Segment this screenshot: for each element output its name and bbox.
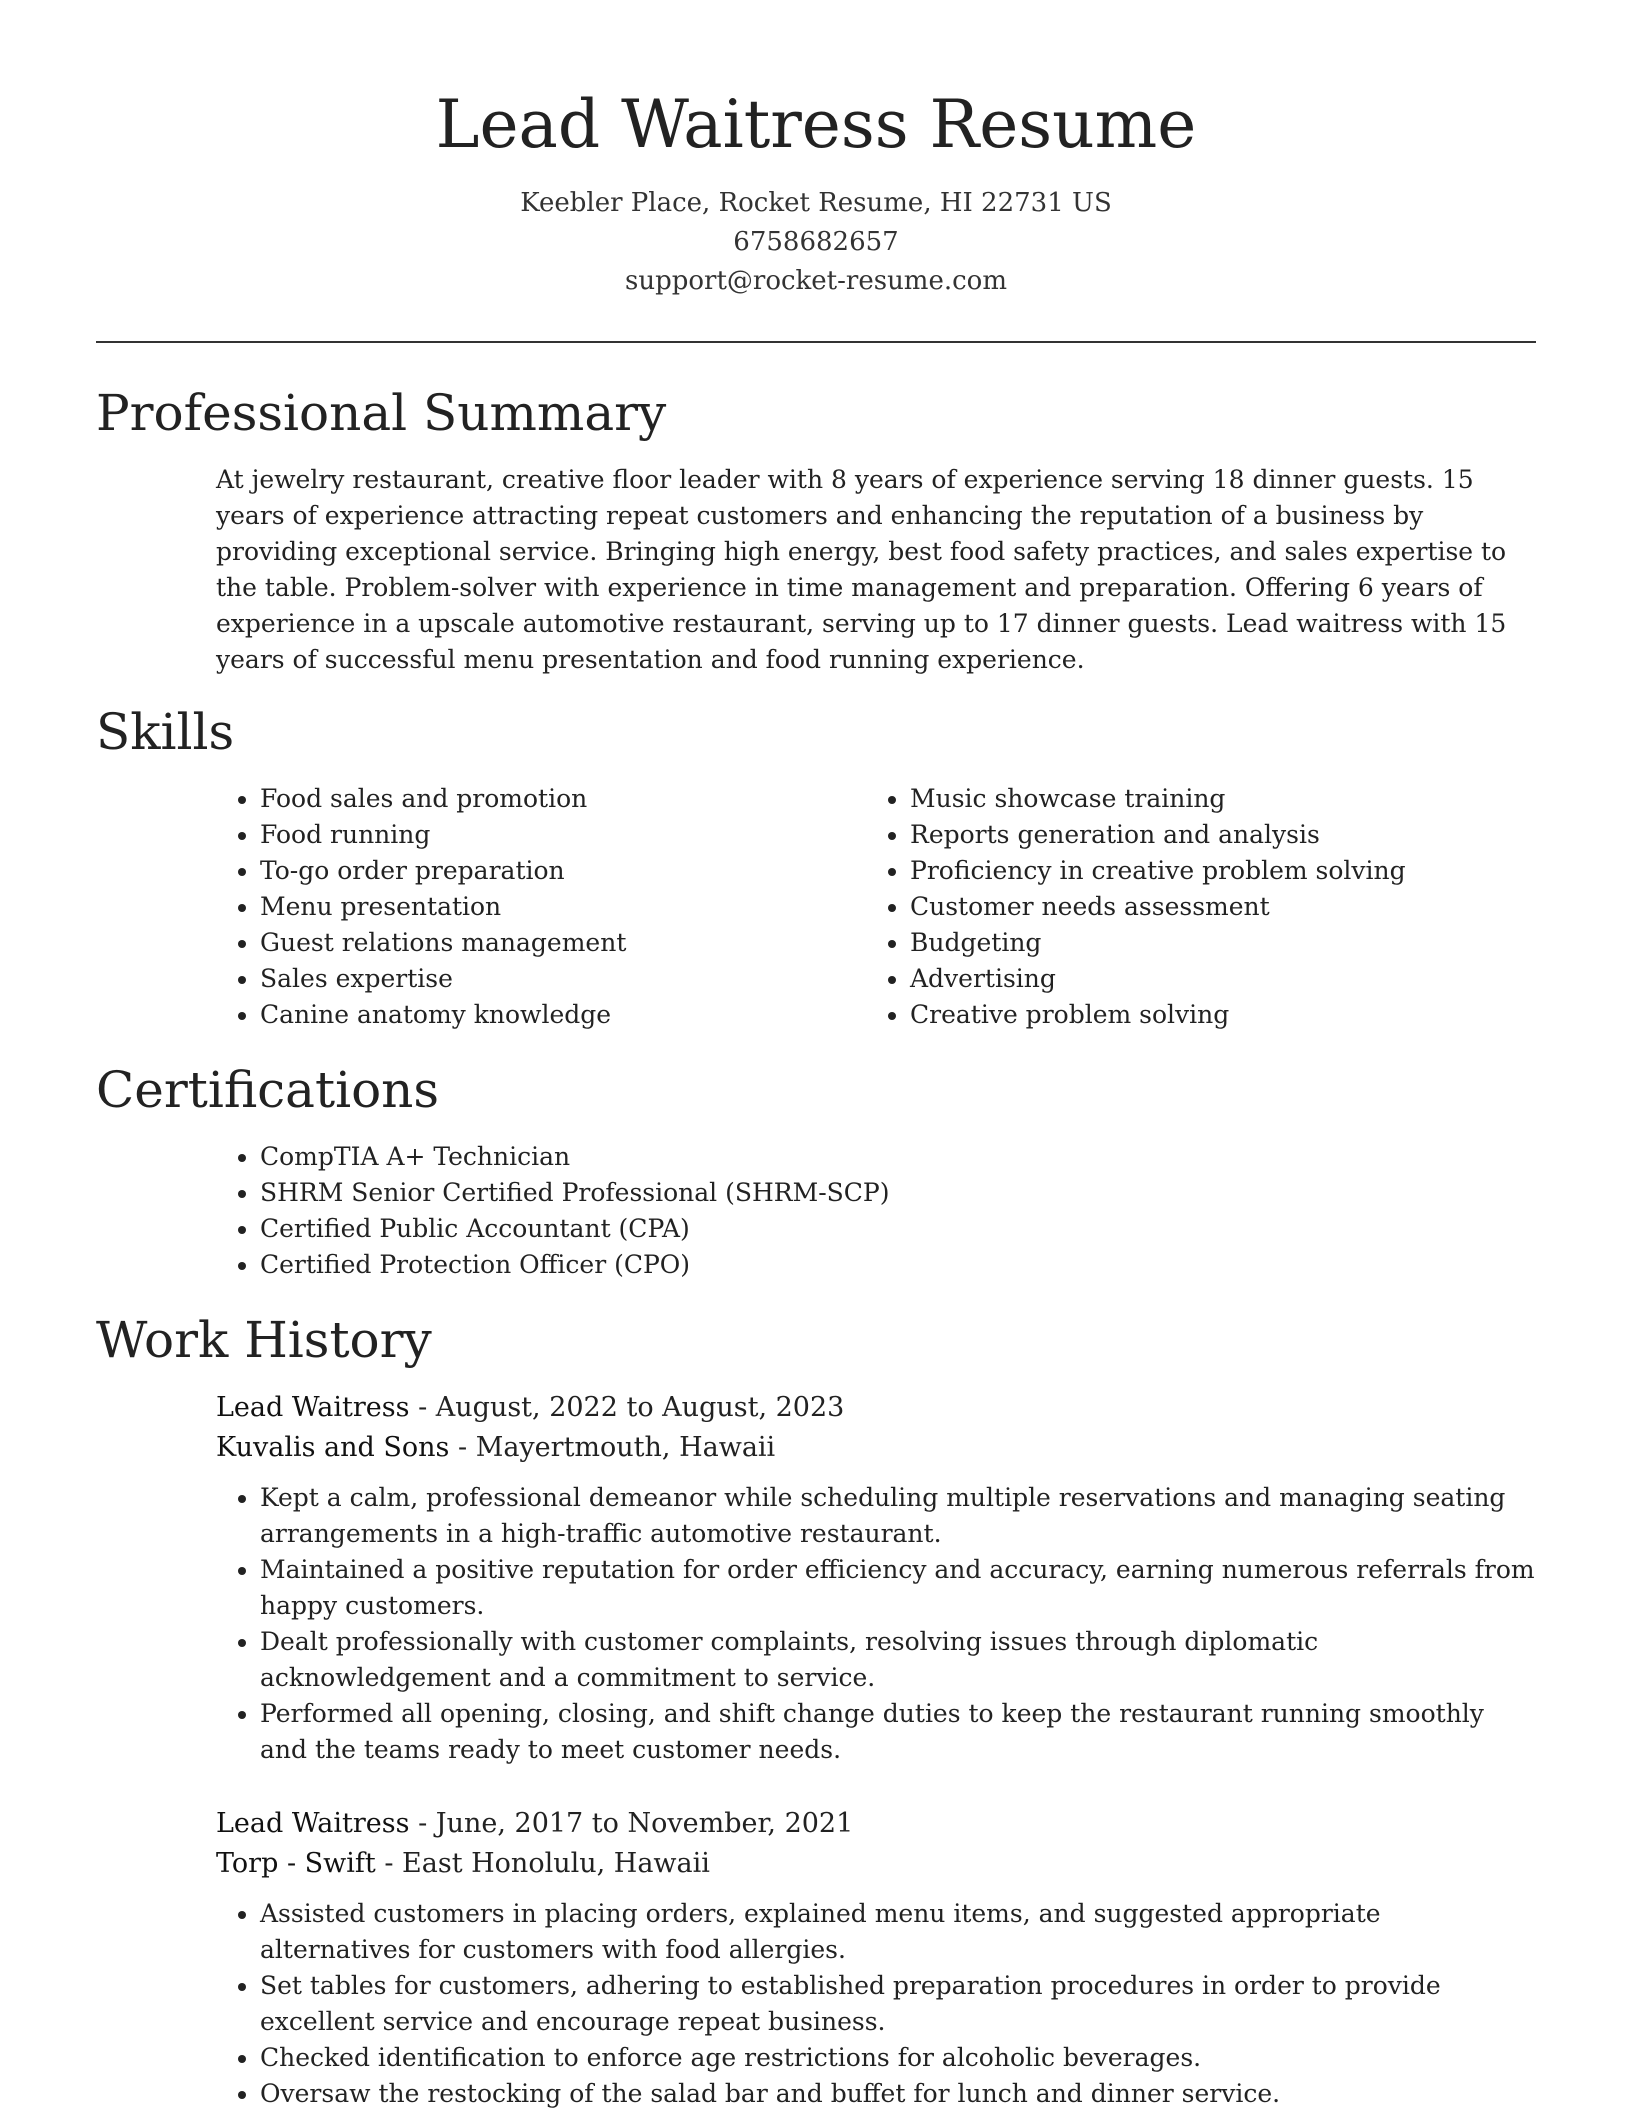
skills-list-right — [866, 781, 1486, 1033]
job-duty-item: • Dealt professionally with customer complaints, resolving issues through diplomatic acknowledgement and a commitment to service. — [260, 1624, 1536, 1696]
skill-item: • Food sales and promotion — [260, 781, 836, 817]
skills-column-left — [216, 781, 836, 1033]
skill-item: • Music showcase training — [910, 781, 1486, 817]
job-title-line — [216, 1388, 1536, 1428]
skill-item: • Menu presentation — [260, 889, 836, 925]
job-duty-item: • Oversaw the restocking of the salad bar and buffet for lunch and dinner service. — [260, 2076, 1536, 2112]
contact-email: support@rocket-resume.com — [624, 266, 1007, 296]
job-duties-list — [216, 1896, 1536, 2112]
skill-item: • Reports generation and analysis — [910, 817, 1486, 853]
section-title-work-history: Work History — [96, 1311, 432, 1369]
job-title-line — [216, 1804, 1536, 1844]
job-company: Kuvalis and Sons — [216, 1432, 450, 1463]
certification-item: • Certified Public Accountant (CPA) — [260, 1211, 1536, 1247]
skill-item: • Advertising — [910, 961, 1486, 997]
skills-column-right — [866, 781, 1486, 1033]
job-location: - Mayertmouth, Hawaii — [457, 1432, 776, 1463]
section-title-certifications: Certifications — [96, 1061, 440, 1119]
skill-item: • Creative problem solving — [910, 997, 1486, 1033]
job-duties-list — [216, 1480, 1536, 1768]
certifications-block — [216, 1139, 1536, 1283]
section-title-skills: Skills — [96, 703, 235, 761]
job-duty-item: • Maintained a positive reputation for order efficiency and accuracy, earning numerous referrals from happy customers. — [260, 1552, 1536, 1624]
skills-list-left — [216, 781, 836, 1033]
resume-title: Lead Waitress Resume — [435, 86, 1197, 163]
certification-item: • CompTIA A+ Technician — [260, 1139, 1536, 1175]
job-company-line — [216, 1428, 1536, 1468]
job-duty-item: • Checked identification to enforce age restrictions for alcoholic beverages. — [260, 2040, 1536, 2076]
job-company-line — [216, 1844, 1536, 1884]
section-title-summary: Professional Summary — [96, 384, 667, 442]
job-company: Torp - Swift — [216, 1848, 376, 1879]
skill-item: • To-go order preparation — [260, 853, 836, 889]
job-duty-item: • Performed all opening, closing, and shift change duties to keep the restaurant running smoothly and the teams ready to meet customer needs. — [260, 1696, 1536, 1768]
job-location: - East Honolulu, Hawaii — [384, 1848, 710, 1879]
contact-address: Keebler Place, Rocket Resume, HI 22731 US — [520, 188, 1112, 218]
job-entry — [216, 1804, 1536, 2112]
job-dates: - August, 2022 to August, 2023 — [418, 1392, 845, 1423]
job-duty-item: • Kept a calm, professional demeanor while scheduling multiple reservations and managing seating arrangements in a high-traffic automotive restaurant. — [260, 1480, 1536, 1552]
resume-header — [0, 80, 1632, 301]
skill-item: • Guest relations management — [260, 925, 836, 961]
job-dates: - June, 2017 to November, 2021 — [418, 1808, 854, 1839]
skill-item: • Proficiency in creative problem solving — [910, 853, 1486, 889]
job-title: Lead Waitress — [216, 1392, 410, 1423]
skill-item: • Food running — [260, 817, 836, 853]
header-divider — [96, 341, 1536, 343]
job-entry — [216, 1388, 1536, 1768]
contact-phone: 6758682657 — [733, 227, 899, 257]
job-duty-item: • Set tables for customers, adhering to established preparation procedures in order to provide excellent service and encourage repeat business. — [260, 1968, 1536, 2040]
certifications-list — [216, 1139, 1536, 1283]
skill-item: • Sales expertise — [260, 961, 836, 997]
job-title: Lead Waitress — [216, 1808, 410, 1839]
summary-text: At jewelry restaurant, creative floor leader with 8 years of experience serving 18 dinner guests. 15 years of experience attracting repeat customers and enhancing the reputation of a business by providing exceptional service. Bringing high energy, best food safety practices, and sales expertise to the table. Problem-solver with experience in time management and preparation. Offering 6 years of experience in a upscale automotive restaurant, serving up to 17 dinner guests. Lead waitress with 15 years of successful menu presentation and food running experience. — [216, 465, 1507, 674]
skill-item: • Customer needs assessment — [910, 889, 1486, 925]
contact-info — [0, 184, 1632, 301]
certification-item: • SHRM Senior Certified Professional (SHRM-SCP) — [260, 1175, 1536, 1211]
skill-item: • Budgeting — [910, 925, 1486, 961]
skill-item: • Canine anatomy knowledge — [260, 997, 836, 1033]
certification-item: • Certified Protection Officer (CPO) — [260, 1247, 1536, 1283]
job-duty-item: • Assisted customers in placing orders, explained menu items, and suggested appropriate alternatives for customers with food allergies. — [260, 1896, 1536, 1968]
